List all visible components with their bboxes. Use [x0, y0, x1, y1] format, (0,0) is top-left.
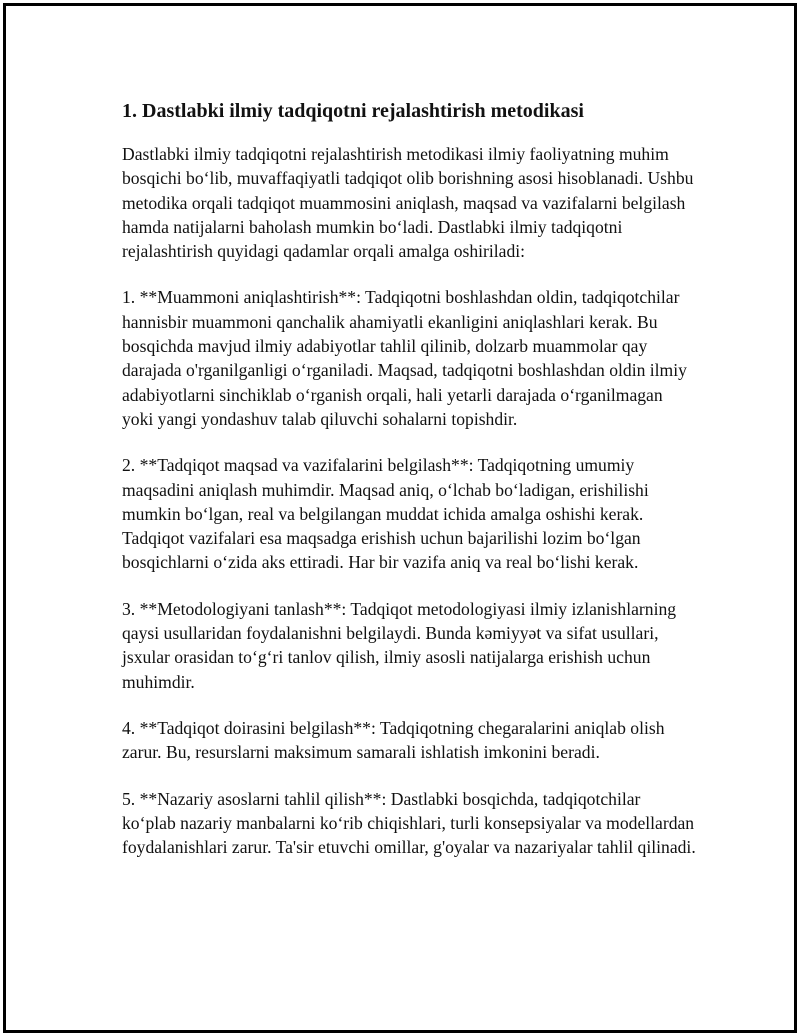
intro-paragraph: Dastlabki ilmiy tadqiqotni rejalashtirish metodikasi ilmiy faoliyatning muhim bosqichi boʻlib, muvaffaqiyatli tadqiqot olib borishning asosi hisoblanadi. Ushbu metodika orqali tadqiqot muammosini aniqlash, maqsad va vazifalarni belgilash hamda natijalarni baholash mumkin boʻladi. Dastlabki ilmiy tadqiqotni rejalashtirish quyidagi qadamlar orqali amalga oshiriladi:	[122, 144, 694, 262]
step-4-paragraph: 4. **Tadqiqot doirasini belgilash**: Tadqiqotning chegaralarini aniqlab olish zarur. Bu, resurslarni maksimum samarali ishlatish imkonini beradi.	[122, 717, 665, 763]
step-5-paragraph: 5. **Nazariy asoslarni tahlil qilish**: Dastlabki bosqichda, tadqiqotchilar koʻplab nazariy manbalarni koʻrib chiqishlari, turli konsepsiyalar va modellardan foydalanishlari zarur. Ta'sir etuvchi omillar, g'oyalar va nazariyalar tahlil qilinadi.	[122, 788, 696, 858]
document-title: 1. Dastlabki ilmiy tadqiqotni rejalashtirish metodikasi	[122, 100, 584, 122]
step-2-paragraph: 2. **Tadqiqot maqsad va vazifalarini belgilash**: Tadqiqotning umumiy maqsadini aniqlash muhimdir. Maqsad aniq, oʻlchab boʻladigan, erishilishi mumkin boʻlgan, real va belgilangan muddat ichida amalga oshishi kerak. Tadqiqot vazifalari esa maqsadga erishish uchun bajarilishi lozim boʻlgan bosqichlarni oʻzida aks ettiradi. Har bir vazifa aniq va real boʻlishi kerak.	[122, 455, 649, 573]
step-3-paragraph: 3. **Metodologiyani tanlash**: Tadqiqot metodologiyasi ilmiy izlanishlarning qaysi usullaridan foydalanishni belgilaydi. Bunda kəmiyyət va sifat usullari, jsxular orasidan toʻgʻri tanlov qilish, ilmiy asosli natijalarga erishish uchun muhimdir.	[122, 598, 677, 692]
page-frame	[3, 3, 797, 1033]
step-1-paragraph: 1. **Muammoni aniqlashtirish**: Tadqiqotni boshlashdan oldin, tadqiqotchilar hannisbir muammoni qanchalik ahamiyatli ekanligini aniqlashlari kerak. Bu bosqichda mavjud ilmiy adabiyotlar tahlil qilinib, dolzarb muammolar qay darajada o'rganilganligi oʻrganiladi. Maqsad, tadqiqotni boshlashdan oldin ilmiy adabiyotlarni sinchiklab oʻrganish orqali, hali yetarli darajada oʻrganilmagan yoki yangi yondashuv talab qiluvchi sohalarni topishdir.	[122, 287, 687, 429]
document-body	[122, 96, 697, 881]
